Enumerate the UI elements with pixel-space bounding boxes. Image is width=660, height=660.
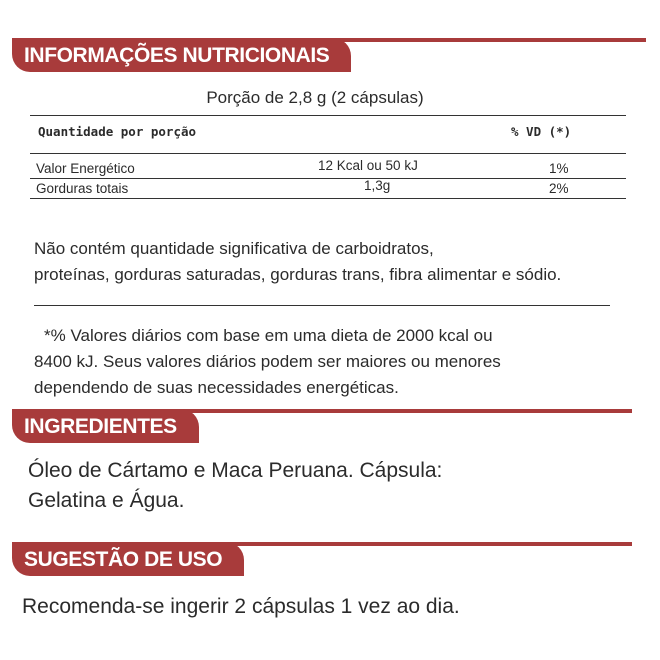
quantity-per-portion-header: Quantidade por porção [38, 124, 197, 139]
nutrient-name: Gorduras totais [36, 181, 129, 196]
ingredients-section-title: INGREDIENTES [12, 409, 199, 443]
ingredients-line: Óleo de Cártamo e Maca Peruana. Cápsula: [28, 459, 443, 482]
nutrient-name: Valor Energético [36, 161, 135, 176]
ingredients-line: Gelatina e Água. [28, 489, 185, 512]
disclaimer-line: proteínas, gorduras saturadas, gorduras trans, fibra alimentar e sódio. [34, 265, 562, 284]
nutrient-amount: 1,3g [364, 178, 391, 193]
table-bottom-rule [30, 198, 626, 199]
ingredients-section-header [12, 409, 632, 443]
footnote-line: dependendo de suas necessidades energéticas. [34, 378, 399, 397]
portion-size: Porção de 2,8 g (2 cápsulas) [206, 88, 424, 107]
table-top-rule [30, 115, 626, 116]
table-header-rule [30, 153, 626, 154]
nutrient-vd: 1% [549, 161, 569, 176]
table-row-rule [30, 178, 626, 179]
usage-section-header [12, 542, 632, 576]
daily-value-header: % VD (*) [511, 124, 572, 139]
footnote-line: 8400 kJ. Seus valores diários podem ser maiores ou menores [34, 352, 501, 371]
nutrient-amount: 12 Kcal ou 50 kJ [318, 158, 418, 173]
footnote-line: *% Valores diários com base em uma dieta de 2000 kcal ou [44, 326, 493, 345]
footnote [34, 323, 501, 401]
usage-section-title: SUGESTÃO DE USO [12, 542, 244, 576]
nutrition-section-header [12, 38, 646, 72]
footnote-separator [34, 305, 610, 306]
nutrient-vd: 2% [549, 181, 569, 196]
usage-text: Recomenda-se ingerir 2 cápsulas 1 vez ao dia. [22, 595, 460, 618]
nutrition-section-title: INFORMAÇÕES NUTRICIONAIS [12, 38, 351, 72]
disclaimer-line: Não contém quantidade significativa de carboidratos, [34, 239, 434, 258]
ingredients-text [28, 456, 442, 516]
